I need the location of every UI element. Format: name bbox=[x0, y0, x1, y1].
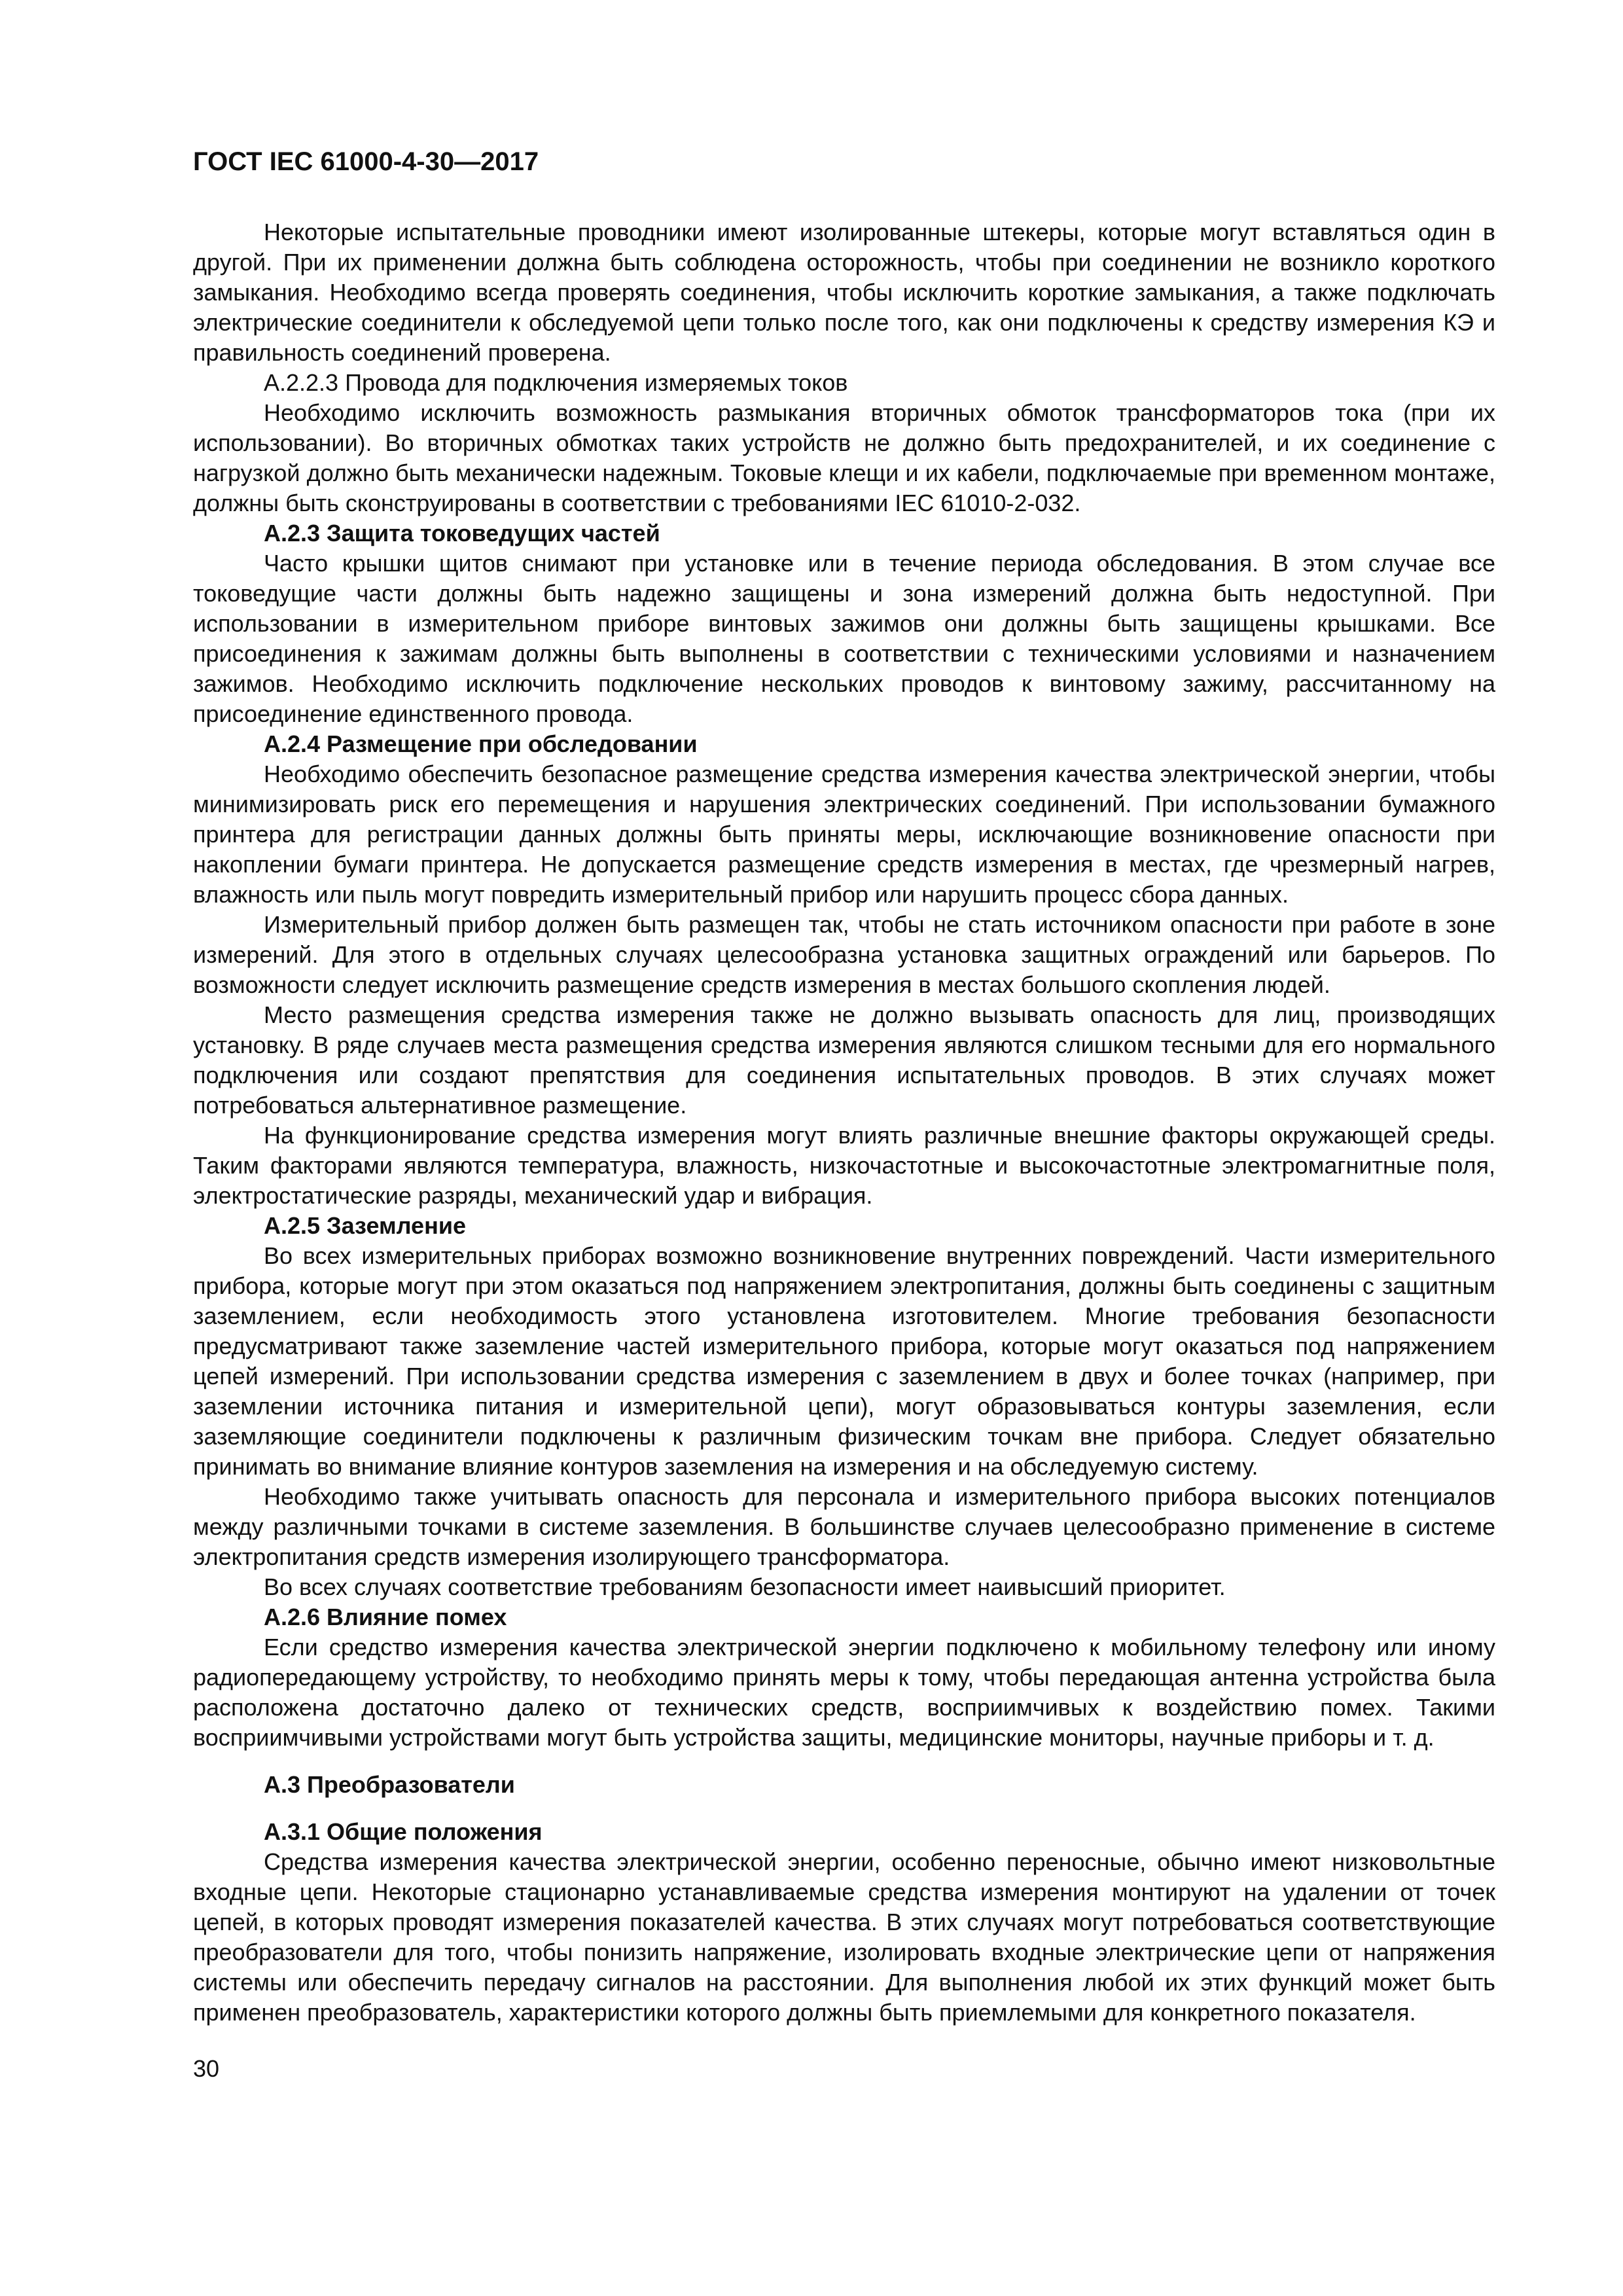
body-paragraph: Необходимо обеспечить безопасное размещение средства измерения качества электрической энергии, чтобы минимизировать риск его перемещения и нарушения электрических соединений. При использовании бумажного принтера для регистрации данных должны быть приняты меры, исключающие возникновение опасности при накоплении бумаги принтера. Не допускается размещение средств измерения в местах, где чрезмерный нагрев, влажность или пыль могут повредить измерительный прибор или нарушить процесс сбора данных. bbox=[193, 761, 1495, 908]
document-page bbox=[193, 145, 1495, 2084]
section-heading: А.2.6 Влияние помех bbox=[264, 1604, 507, 1630]
body-paragraph: Средства измерения качества электрической энергии, особенно переносные, обычно имеют низковольтные входные цепи. Некоторые стационарно устанавливаемые средства измерения монтируют на удалении от точек цепей, в которых проводят измерения показателей качества. В этих случаях могут потребоваться соответствующие преобразователи для того, чтобы понизить напряжение, изолировать входные электрические цепи от напряжения системы или обеспечить передачу сигналов на расстоянии. Для выполнения любой их этих функций может быть применен преобразователь, характеристики которого должны быть приемлемыми для конкретного показателя. bbox=[193, 1848, 1495, 2026]
body-paragraph: Некоторые испытательные проводники имеют изолированные штекеры, которые могут вставляться один в другой. При их применении должна быть соблюдена осторожность, чтобы при соединении не возникло короткого замыкания. Необходимо всегда проверять соединения, чтобы исключить короткие замыкания, а также подключать электрические соединители к обследуемой цепи только после того, как они подключены к средству измерения КЭ и правильность соединений проверена. bbox=[193, 219, 1495, 366]
subsection-title: А.2.2.3 Провода для подключения измеряемых токов bbox=[264, 369, 848, 396]
section-heading: А.2.5 Заземление bbox=[264, 1212, 466, 1239]
body-paragraph: На функционирование средства измерения могут влиять различные внешние факторы окружающей среды. Таким факторами являются температура, влажность, низкочастотные и высокочастотные электромагнитные поля, электростатические разряды, механический удар и вибрация. bbox=[193, 1122, 1495, 1209]
section-heading: А.2.3 Защита токоведущих частей bbox=[264, 520, 660, 547]
body-paragraph: Если средство измерения качества электрической энергии подключено к мобильному телефону или иному радиопередающему устройству, то необходимо принять меры к тому, чтобы передающая антенна устройства была расположена достаточно далеко от технических средств, восприимчивых к воздействию помех. Такими восприимчивыми устройствами могут быть устройства защиты, медицинские мониторы, научные приборы и т. д. bbox=[193, 1634, 1495, 1751]
section-heading: А.3 Преобразователи bbox=[264, 1771, 515, 1798]
body-paragraph: Место размещения средства измерения также не должно вызывать опасность для лиц, производящих установку. В ряде случаев места размещения средства измерения являются слишком тесными для его нормального подключения или создают препятствия для соединения испытательных проводов. В этих случаях может потребоваться альтернативное размещение. bbox=[193, 1001, 1495, 1119]
document-body bbox=[193, 217, 1495, 2028]
section-heading: А.3.1 Общие положения bbox=[264, 1818, 543, 1845]
section-heading: А.2.4 Размещение при обследовании bbox=[264, 730, 698, 757]
body-paragraph: Необходимо исключить возможность размыкания вторичных обмоток трансформаторов тока (при их использовании). Во вторичных обмотках таких устройств не должно быть предохранителей, и их соединение с нагрузкой должно быть механически надежным. Токовые клещи и их кабели, подключаемые при временном монтаже, должны быть сконструированы в соответствии с требованиями IEC 61010-2-032. bbox=[193, 399, 1495, 516]
page-number: 30 bbox=[193, 2055, 220, 2082]
body-paragraph: Измерительный прибор должен быть размещен так, чтобы не стать источником опасности при работе в зоне измерений. Для этого в отдельных случаях целесообразна установка защитных ограждений или барьеров. По возможности следует исключить размещение средств измерения в местах большого скопления людей. bbox=[193, 911, 1495, 998]
document-header: ГОСТ IEC 61000-4-30—2017 bbox=[193, 147, 539, 176]
body-paragraph: Часто крышки щитов снимают при установке или в течение периода обследования. В этом случае все токоведущие части должны быть надежно защищены и зона измерений должна быть недоступной. При использовании в измерительном приборе винтовых зажимов они должны быть защищены крышками. Все присоединения к зажимам должны быть выполнены в соответствии с техническими условиями и назначением зажимов. Необходимо исключить подключение нескольких проводов к винтовому зажиму, рассчитанному на присоединение единственного провода. bbox=[193, 550, 1495, 727]
body-paragraph: Необходимо также учитывать опасность для персонала и измерительного прибора высоких потенциалов между различными точками в системе заземления. В большинстве случаев целесообразно применение в системе электропитания средств измерения изолирующего трансформатора. bbox=[193, 1483, 1495, 1570]
body-paragraph: Во всех измерительных приборах возможно возникновение внутренних повреждений. Части измерительного прибора, которые могут при этом оказаться под напряжением электропитания, должны быть соединены с защитным заземлением, если необходимость этого установлена изготовителем. Многие требования безопасности предусматривают также заземление частей измерительного прибора, которые могут оказаться под напряжением цепей измерений. При использовании средства измерения с заземлением в двух и более точках (например, при заземлении источника питания и измерительной цепи), могут образовываться контуры заземления, если заземляющие соединители подключены к различным физическим точкам вне прибора. Следует обязательно принимать во внимание влияние контуров заземления на измерения и на обследуемую систему. bbox=[193, 1242, 1495, 1480]
body-paragraph: Во всех случаях соответствие требованиям безопасности имеет наивысший приоритет. bbox=[264, 1573, 1226, 1600]
